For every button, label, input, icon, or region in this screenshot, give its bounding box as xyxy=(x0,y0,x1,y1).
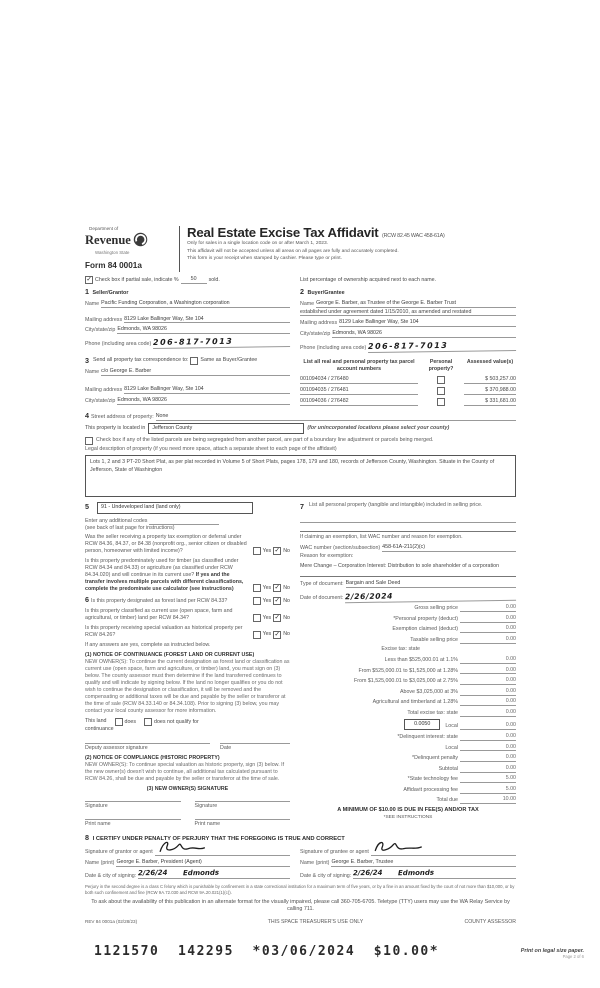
partial-sale-row xyxy=(85,276,290,284)
tax-value-field[interactable]: 0.00 xyxy=(474,625,516,633)
rcw-reference: (RCW 82.45 WAC 458-61A) xyxy=(381,233,445,239)
doc-type-label: Type of document: xyxy=(300,581,344,588)
header-note-1: Only for sales in a single location code on or after March 1, 2023. xyxy=(187,240,329,246)
header-note-3: This form is your receipt when stamped by cashier. Please type or print. xyxy=(187,256,342,262)
partial-sale-checkbox[interactable]: ✓ xyxy=(86,275,92,283)
section-3-number: 3 xyxy=(85,355,89,365)
buyer-name-row: Name George E. Barber, as Trustee of the George E. Barber Trust xyxy=(300,300,516,308)
continuance-label: continuance xyxy=(85,726,114,733)
personal-property-checkbox[interactable] xyxy=(437,398,445,406)
if-yes-note: If any answers are yes, complete as instructed below. xyxy=(85,641,211,648)
grantor-signature-label: Signature of grantor or agent xyxy=(85,849,153,856)
parcel-col-header: List all real and personal property tax parcel account numbers xyxy=(303,358,415,372)
partial-sold-label: sold. xyxy=(208,276,220,283)
tax-line: Exemption claimed (deduct) 0.00 xyxy=(392,625,516,633)
deputy-date-line[interactable]: Date xyxy=(220,743,290,752)
seller-block xyxy=(85,287,290,352)
partial-sale-label: Check box if partial sale, indicate % xyxy=(95,276,179,283)
tax-value-field[interactable]: 0.00 xyxy=(474,667,516,675)
segregated-checkbox[interactable] xyxy=(85,437,93,445)
tax-value-field[interactable]: 0.00 xyxy=(474,733,516,741)
personal-property-col-header: Personal property? xyxy=(428,358,454,372)
yes-checkbox[interactable] xyxy=(253,597,261,605)
deputy-assessor-row xyxy=(85,743,290,752)
tax-value-field[interactable]: 0.00 xyxy=(474,744,516,752)
tax-line: Subtotal 0.00 xyxy=(438,764,516,772)
seller-mailing-field[interactable]: 8129 Lake Ballinger Way, Ste 104 xyxy=(124,316,290,324)
section-6-number: 6 xyxy=(85,595,89,605)
exemption-note: If claiming an exemption, list WAC number and reason for exemption. xyxy=(300,531,516,541)
no-checkbox[interactable]: ✓ xyxy=(274,546,280,554)
section-5-number: 5 xyxy=(85,501,89,511)
buyer-phone-row: Phone (including area code) 206-817-7013 xyxy=(300,341,516,352)
tax-line: Total due 10.00 xyxy=(436,796,516,804)
tax-line: From $525,000.01 to $1,525,000 at 1.28% 0.00 xyxy=(358,666,516,674)
property-location-block xyxy=(85,411,516,497)
corr-name-field[interactable]: c/o George E. Barber xyxy=(101,368,290,376)
section-4-number: 4 xyxy=(85,411,89,421)
corr-mailing-field[interactable]: 8129 Lake Ballinger Way, Ste 104 xyxy=(124,386,290,394)
buyer-block xyxy=(300,287,516,352)
grantee-signature-label: Signature of grantee or agent xyxy=(300,849,369,856)
header-note-2: This affidavit will not be accepted unless all areas on all pages are fully and accurately completed. xyxy=(187,248,399,254)
street-address-field[interactable]: None xyxy=(156,413,516,421)
located-in-label: This property is located in xyxy=(85,425,146,432)
correspondence-block xyxy=(85,356,290,406)
street-address-label: Street address of property: xyxy=(91,413,154,420)
seller-name-row: Name Pacific Funding Corporation, a Washington corporation xyxy=(85,300,290,308)
local-rate-field[interactable]: 0.0050 xyxy=(404,719,440,730)
doc-type-field[interactable]: Bargain and Sale Deed xyxy=(346,580,516,588)
parcel-row xyxy=(300,376,516,384)
current-use-question: Is this property classified as current use (open space, farm and agricultural, or timber) land per RCW 84.34? Yes ✓ No xyxy=(85,608,290,622)
grantor-signature-ink xyxy=(155,838,207,856)
corr-name-row: Name c/o George E. Barber xyxy=(85,368,290,376)
seller-city-row: City/state/zip Edmonds, WA 98026 xyxy=(85,326,290,334)
tax-subheader: Excise tax: state xyxy=(381,646,420,653)
tax-value-field[interactable]: 0.00 xyxy=(474,698,516,706)
tax-line: Agricultural and timberland at 1.28% 0.00 xyxy=(372,698,516,706)
same-as-buyer-checkbox[interactable] xyxy=(190,357,198,365)
title-block xyxy=(179,226,516,272)
tax-line: *Delinquent interest: state 0.00 xyxy=(397,732,516,740)
grantee-signature-block: Signature of grantee or agent Name (print) George E. Barber, Trustee Date & city of signing: 2/26/24 Edmonds xyxy=(300,845,516,879)
wac-number-field[interactable]: 458-61A-211(2)(c) xyxy=(382,544,516,552)
grantee-date-field[interactable]: 2/26/24 Edmonds xyxy=(353,869,516,879)
tax-value-field[interactable]: 0.00 xyxy=(474,688,516,696)
dept-of-label: Department of xyxy=(89,226,119,231)
segregated-label: Check box if any of the listed parcels are being segregated from another parcel, are part of a boundary line adjustment or parcels being merged. xyxy=(96,436,434,443)
yes-checkbox[interactable] xyxy=(253,631,261,639)
assessed-value-col-header: Assessed value(s) xyxy=(466,358,514,365)
forest-land-question: 6 Is this property designated as forest land per RCW 84.33? Yes ✓ No xyxy=(85,595,290,605)
page-number: Page 2 of 6 xyxy=(562,954,584,959)
tax-line: Total excise tax: state 0.00 xyxy=(407,708,516,716)
tax-value-field[interactable]: 0.00 xyxy=(474,722,516,730)
doc-date-row xyxy=(300,591,516,602)
see-instructions-note: *SEE INSTRUCTIONS xyxy=(383,814,433,820)
rev-form-number: REV 84 0001a (02/28/23) xyxy=(85,919,138,925)
grantor-signature-field[interactable] xyxy=(155,848,290,856)
tax-line: *Personal property (deduct) 0.00 xyxy=(393,614,516,622)
print-legal-note: Print on legal size paper. xyxy=(520,948,584,954)
tax-value-field[interactable]: 0.00 xyxy=(474,636,516,644)
doc-date-field[interactable]: 2/26/2024 xyxy=(345,589,516,602)
grantor-signature-block: Signature of grantor or agent Name (print) George E. Barber, President (Agent) Date & city of signing: 2/26/24 Edmonds xyxy=(85,845,290,879)
new-owner-signature-line[interactable]: Signature xyxy=(85,801,181,810)
tax-value-field[interactable]: 0.00 xyxy=(474,709,516,717)
county-select[interactable]: Jefferson County xyxy=(148,423,304,435)
washington-state-label: Washington State xyxy=(95,250,130,256)
partial-percent-field[interactable]: 50 xyxy=(181,276,207,284)
grantee-name-field[interactable]: George E. Barber, Trustee xyxy=(331,859,516,867)
buyer-phone-field[interactable]: 206-817-7013 xyxy=(368,340,516,353)
notice-compliance-title: (2) NOTICE OF COMPLIANCE (HISTORIC PROPERTY) xyxy=(85,755,220,762)
tax-value-field[interactable]: 10.00 xyxy=(474,796,516,804)
corr-city-field[interactable]: Edmonds, WA 98026 xyxy=(117,397,290,405)
no-checkbox[interactable]: ✓ xyxy=(274,630,280,638)
tax-local-line: 0.0050 Local 0.00 xyxy=(300,719,516,730)
tax-line: Gross selling price 0.00 xyxy=(414,604,516,612)
buyer-name-field[interactable]: George E. Barber, as Trustee of the George E. Barber Trust xyxy=(316,300,516,308)
notice-continuance-title: (1) NOTICE OF CONTINUANCE (FOREST LAND OR CURRENT USE) xyxy=(85,651,255,658)
section-8-number: 8 xyxy=(85,832,89,842)
reason-field[interactable]: Mere Change – Corporation Interest: Distribution to sole shareholder of a corporation xyxy=(300,563,500,570)
buyer-mailing-field[interactable]: 8129 Lake Ballinger Way, Ste 104 xyxy=(339,319,516,327)
section-1-number: 1 xyxy=(85,286,89,296)
does-label: does xyxy=(124,719,136,726)
additional-codes-label: Enter any additional codes xyxy=(85,517,148,524)
exemption-deferral-question: Was the seller receiving a property tax exemption or deferral under RCW 84.36, 84.37, or 84.38 (nonprofit org., senior citizen or disabled person, homeowner with limited income)? Yes ✓ No xyxy=(85,534,290,555)
grantor-date-field[interactable]: 2/26/24 Edmonds xyxy=(138,869,290,879)
left-column xyxy=(85,502,290,828)
deputy-assessor-signature-line[interactable]: Deputy assessor signature xyxy=(85,743,210,752)
tax-line: *State technology fee 5.00 xyxy=(407,775,516,783)
tax-computation xyxy=(300,604,516,821)
personal-property-list-field[interactable] xyxy=(300,511,516,523)
doc-date-label: Date of document: xyxy=(300,594,344,601)
parcel-row xyxy=(300,398,516,406)
seller-grantor-label: Seller/Grantor xyxy=(92,289,129,296)
grantee-signature-field[interactable] xyxy=(371,848,516,856)
parcel-number-field[interactable]: 001094035 / 276481 xyxy=(300,387,418,395)
does-not-label: does not qualify for xyxy=(154,719,199,726)
ownership-note: List percentage of ownership acquired next to each name. xyxy=(300,276,437,283)
doc-type-row xyxy=(300,580,516,588)
buyer-mailing-row: Mailing address 8129 Lake Ballinger Way, Ste 104 xyxy=(300,319,516,327)
print-note-block xyxy=(521,948,584,959)
tax-line: Less than $525,000.01 at 1.1% 0.00 xyxy=(384,656,516,664)
parcel-number-field[interactable]: 001094034 / 276480 xyxy=(300,376,418,384)
wac-row xyxy=(300,544,516,552)
assessed-value-field[interactable]: $ 370,988.00 xyxy=(464,387,516,395)
buyer-name-field-line2[interactable]: established under agreement dated 1/15/2010, as amended and restated xyxy=(300,309,516,317)
no-checkbox[interactable]: ✓ xyxy=(274,584,280,592)
county-note: (for unincorporated locations please select your county) xyxy=(307,425,450,432)
new-owner-printname-row xyxy=(85,819,290,828)
footer-row xyxy=(85,919,516,926)
grantor-name-field[interactable]: George E. Barber, President (Agent) xyxy=(116,859,290,867)
no-checkbox[interactable]: ✓ xyxy=(274,613,280,621)
tax-value-field[interactable]: 5.00 xyxy=(474,786,516,794)
assessed-value-field[interactable]: $ 503,257.00 xyxy=(464,376,516,384)
seller-phone-row: Phone (including area code) 206-817-7013 xyxy=(85,337,290,348)
legal-description-field[interactable]: Lots 1, 2 and 3 PT-20 Short Plat, as per plat recorded in Volume 5 of Short Plats, pages 178, 179 and 180, records of Jefferson County, Washington. Situate in the County of Jefferson, State of Washington xyxy=(85,455,516,497)
corr-city-row: City/state/zip Edmonds, WA 98026 xyxy=(85,397,290,405)
yes-checkbox[interactable] xyxy=(253,547,261,555)
tax-value-field[interactable]: 0.00 xyxy=(474,604,516,612)
new-owner-printname-line[interactable]: Print name xyxy=(195,819,291,828)
land-qualify-row xyxy=(85,718,290,726)
seller-city-field[interactable]: Edmonds, WA 98026 xyxy=(117,326,290,334)
buyer-grantee-label: Buyer/Grantee xyxy=(307,289,345,296)
tax-line: From $1,525,000.01 to $3,025,000 at 2.75% 0.00 xyxy=(354,677,516,685)
this-land-label: This land xyxy=(85,718,107,725)
treasurer-stamp: 1121570 142295 *03/06/2024 $10.00* xyxy=(94,944,440,959)
tax-value-field[interactable]: 0.00 xyxy=(474,754,516,762)
tax-line: Local 0.00 xyxy=(445,743,516,751)
tax-value-field[interactable]: 0.00 xyxy=(474,615,516,623)
notice-compliance-text: NEW OWNER(S): To continue special valuation as historic property, sign (3) below. If the new owner(s) doesn't wish to continue, all additional tax calculated pursuant to RCW 84.26, shall be due and payable by the seller or transferor at the time of sale. xyxy=(85,762,285,783)
seller-name-field[interactable]: Pacific Funding Corporation, a Washington corporation xyxy=(101,300,290,308)
yes-checkbox[interactable] xyxy=(253,614,261,622)
new-owner-signature-line[interactable]: Signature xyxy=(195,801,291,810)
legal-description-label: Legal description of property (if you need more space, attach a separate sheet to each page of the affidavit) xyxy=(85,446,337,453)
personal-property-checkbox[interactable] xyxy=(437,376,445,384)
parcel-number-field[interactable]: 001094036 / 276482 xyxy=(300,398,418,406)
county-assessor-label: COUNTY ASSESSOR xyxy=(464,919,516,926)
section-7-number: 7 xyxy=(300,501,304,511)
minimum-due-note: A MINIMUM OF $10.00 IS DUE IN FEE(S) AND/OR TAX xyxy=(337,807,479,814)
new-owners-signature-title: (3) NEW OWNER(S) SIGNATURE xyxy=(146,786,229,793)
revenue-wordmark: Revenue xyxy=(85,233,131,248)
tax-line: Above $3,025,000 at 3% 0.00 xyxy=(399,687,516,695)
correspondence-label: Send all property tax correspondence to: xyxy=(93,357,189,364)
parcel-table xyxy=(300,359,516,406)
personal-property-checkbox[interactable] xyxy=(437,387,445,395)
reason-label: Reason for exemption: xyxy=(300,553,354,560)
affidavit-form xyxy=(85,226,516,926)
personal-property-list-label: List all personal property (tangible and intangible) included in selling price. xyxy=(309,501,483,508)
assessed-value-field[interactable]: $ 331,681.00 xyxy=(464,398,516,406)
historic-property-question: Is this property receiving special valuation as historical property per RCW 84.26? Yes ✓ No xyxy=(85,625,290,638)
right-column xyxy=(300,502,516,828)
does-not-checkbox[interactable] xyxy=(144,718,152,726)
wac-label: WAC number (section/subsection) xyxy=(300,544,381,551)
tax-value-field[interactable]: 0.00 xyxy=(474,656,516,664)
seller-phone-field[interactable]: 206-817-7013 xyxy=(153,336,290,349)
grantee-signature-ink xyxy=(371,838,423,856)
treasurer-use-label: THIS SPACE TREASURER'S USE ONLY xyxy=(267,919,364,926)
predominate-use-question: Is this property predominately used for timber (as classified under RCW 84.34 and 84.33) or agriculture (as classified under RCW 84.34.020) and will continue in its current use? If yes and the transfer involves multiple parcels with different classifications, complete the predominate use calculator (see instructions) Yes ✓ No xyxy=(85,558,290,592)
new-owner-printname-line[interactable]: Print name xyxy=(85,819,181,828)
no-checkbox[interactable]: ✓ xyxy=(274,597,280,605)
parcel-row xyxy=(300,387,516,395)
tax-line: Taxable selling price 0.00 xyxy=(410,635,516,643)
dor-logo-block xyxy=(85,226,179,272)
tax-line: *Delinquent penalty 0.00 xyxy=(412,754,516,762)
new-owner-signature-row xyxy=(85,801,290,810)
codes-instructions-note: (see back of last page for instructions) xyxy=(85,524,175,531)
section-2-number: 2 xyxy=(300,286,304,296)
perjury-notice: Perjury in the second degree is a class C felony which is punishable by confinement in a state correctional institution for a maximum term of five years, or by a fine in an amount fixed by the court of not more than $10,000, or by both such confinement and fine (RCW 9A.72.030 and RCW 9A.20.021(1)(c)). xyxy=(85,884,515,896)
form-header xyxy=(85,226,516,272)
tax-value-field[interactable]: 0.00 xyxy=(474,765,516,773)
certify-heading: 8 I CERTIFY UNDER PENALTY OF PERJURY THAT THE FOREGOING IS TRUE AND CORRECT xyxy=(85,832,345,842)
tax-value-field[interactable]: 0.00 xyxy=(474,677,516,685)
buyer-city-row: City/state/zip Edmonds, WA 98026 xyxy=(300,330,516,338)
form-title: Real Estate Excise Tax Affidavit xyxy=(187,225,379,240)
alternate-format-notice: To ask about the availability of this publication in an alternate format for the visually impaired, please call 360-705-6705. Teletype (TTY) users may use the WA Relay Service by calling 711. xyxy=(91,898,510,912)
seller-mailing-row: Mailing address 8129 Lake Ballinger Way, Ste 104 xyxy=(85,316,290,324)
form-number: Form 84 0001a xyxy=(85,261,142,271)
land-use-code-select[interactable]: 91 - Undeveloped land (land only) xyxy=(97,502,253,514)
tax-value-field[interactable]: 5.00 xyxy=(474,775,516,783)
does-checkbox[interactable] xyxy=(115,718,123,726)
yes-checkbox[interactable] xyxy=(253,584,261,592)
tax-line: Affidavit processing fee 5.00 xyxy=(403,785,516,793)
notice-continuance-text: NEW OWNER(S): To continue the current designation as forest land or classification as current use (open space, farm and agriculture, or timber) land, you must sign on (3) below. The county assessor must then determine if the land transferred continues to qualify and will indicate by signing below. If the land no longer qualifies or you do not wish to continue the designation or classification, it will be removed and the compensating or additional taxes will be due and payable by the seller or transferor at the time of sale (RCW 84.33.140 or 84.34.108). Prior to signing (3) below, you may contact your local county assessor for more information. xyxy=(85,658,290,714)
corr-mailing-row: Mailing address 8129 Lake Ballinger Way, Ste 104 xyxy=(85,386,290,394)
buyer-city-field[interactable]: Edmonds, WA 98026 xyxy=(332,330,516,338)
same-as-buyer-label: Same as Buyer/Grantee xyxy=(200,357,258,364)
revenue-logo-icon xyxy=(133,232,148,250)
